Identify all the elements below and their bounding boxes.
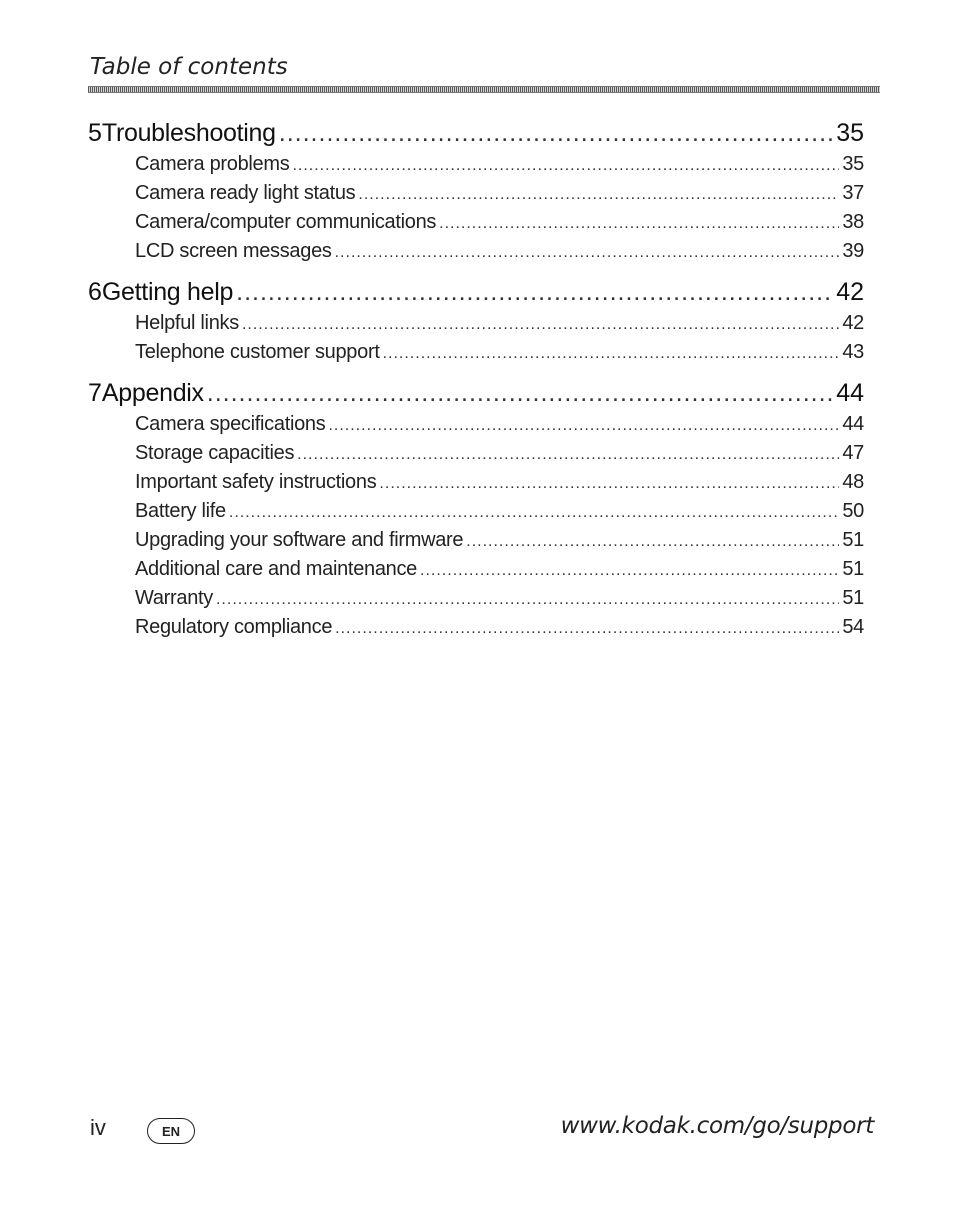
entry-page-number: 37 <box>842 182 864 204</box>
entry-page-number: 42 <box>842 312 864 334</box>
dot-leader <box>297 440 839 469</box>
entry-page-number: 48 <box>842 471 864 493</box>
chapter-title: Appendix <box>101 379 204 407</box>
entry-page-number: 47 <box>842 442 864 464</box>
toc-entry-row[interactable] <box>88 497 864 526</box>
dot-leader <box>207 376 833 410</box>
entry-title: Camera/computer communications <box>135 211 437 233</box>
toc-entry-row[interactable] <box>88 338 864 367</box>
chapter-page-number: 42 <box>836 278 864 306</box>
entry-title: Camera problems <box>135 153 290 175</box>
toc-entry-row[interactable] <box>88 439 864 468</box>
toc-entry-row[interactable] <box>88 150 864 179</box>
dot-leader <box>466 527 839 556</box>
entry-page-number: 35 <box>842 153 864 175</box>
toc-entry-row[interactable] <box>88 309 864 338</box>
entry-page-number: 50 <box>842 500 864 522</box>
dot-leader <box>279 116 833 150</box>
toc-entry-row[interactable] <box>88 237 864 266</box>
dot-leader <box>335 614 839 643</box>
chapter-title: Troubleshooting <box>101 119 276 147</box>
entry-title: Camera specifications <box>135 413 326 435</box>
toc-entry-row[interactable] <box>88 526 864 555</box>
toc-entry-row[interactable] <box>88 179 864 208</box>
toc-entry-row[interactable] <box>88 410 864 439</box>
toc-section-appendix <box>88 376 864 642</box>
dot-leader <box>216 585 839 614</box>
entry-page-number: 39 <box>842 240 864 262</box>
dot-leader <box>236 275 833 309</box>
entry-title: Camera ready light status <box>135 182 356 204</box>
toc-chapter-row[interactable] <box>88 376 864 410</box>
table-of-contents <box>88 116 864 651</box>
entry-title: Storage capacities <box>135 442 295 464</box>
entry-title: Battery life <box>135 500 226 522</box>
dot-leader <box>229 498 839 527</box>
entry-title: Regulatory compliance <box>135 616 333 638</box>
entry-page-number: 38 <box>842 211 864 233</box>
toc-entry-row[interactable] <box>88 584 864 613</box>
dot-leader <box>439 209 839 238</box>
toc-chapter-row[interactable] <box>88 116 864 150</box>
language-badge: EN <box>147 1118 195 1144</box>
entry-page-number: 54 <box>842 616 864 638</box>
dot-leader <box>383 339 840 368</box>
entry-title: Important safety instructions <box>135 471 377 493</box>
footer-support-url[interactable]: www.kodak.com/go/support <box>560 1113 874 1139</box>
dot-leader <box>335 238 840 267</box>
entry-page-number: 51 <box>842 558 864 580</box>
dot-leader <box>379 469 839 498</box>
dot-leader <box>242 310 839 339</box>
chapter-page-number: 35 <box>836 119 864 147</box>
entry-title: Warranty <box>135 587 213 609</box>
chapter-number: 7 <box>88 379 102 407</box>
dot-leader <box>292 151 839 180</box>
entry-title: Telephone customer support <box>135 341 380 363</box>
chapter-number: 5 <box>88 119 102 147</box>
toc-entry-row[interactable] <box>88 468 864 497</box>
entry-page-number: 43 <box>842 341 864 363</box>
entry-title: Upgrading your software and firmware <box>135 529 464 551</box>
dot-leader <box>358 180 839 209</box>
entry-page-number: 51 <box>842 529 864 551</box>
toc-entry-row[interactable] <box>88 613 864 642</box>
page-header-title: Table of contents <box>90 54 288 80</box>
entry-title: Helpful links <box>135 312 239 334</box>
toc-section-getting-help <box>88 275 864 367</box>
footer-page-number: iv <box>90 1115 106 1140</box>
entry-title: LCD screen messages <box>135 240 332 262</box>
entry-title: Additional care and maintenance <box>135 558 418 580</box>
dot-leader <box>328 411 839 440</box>
chapter-page-number: 44 <box>836 379 864 407</box>
entry-page-number: 44 <box>842 413 864 435</box>
chapter-title: Getting help <box>101 278 234 306</box>
entry-page-number: 51 <box>842 587 864 609</box>
toc-entry-row[interactable] <box>88 208 864 237</box>
header-divider <box>88 86 880 93</box>
dot-leader <box>420 556 839 585</box>
chapter-number: 6 <box>88 278 102 306</box>
toc-entry-row[interactable] <box>88 555 864 584</box>
toc-section-troubleshooting <box>88 116 864 266</box>
toc-chapter-row[interactable] <box>88 275 864 309</box>
